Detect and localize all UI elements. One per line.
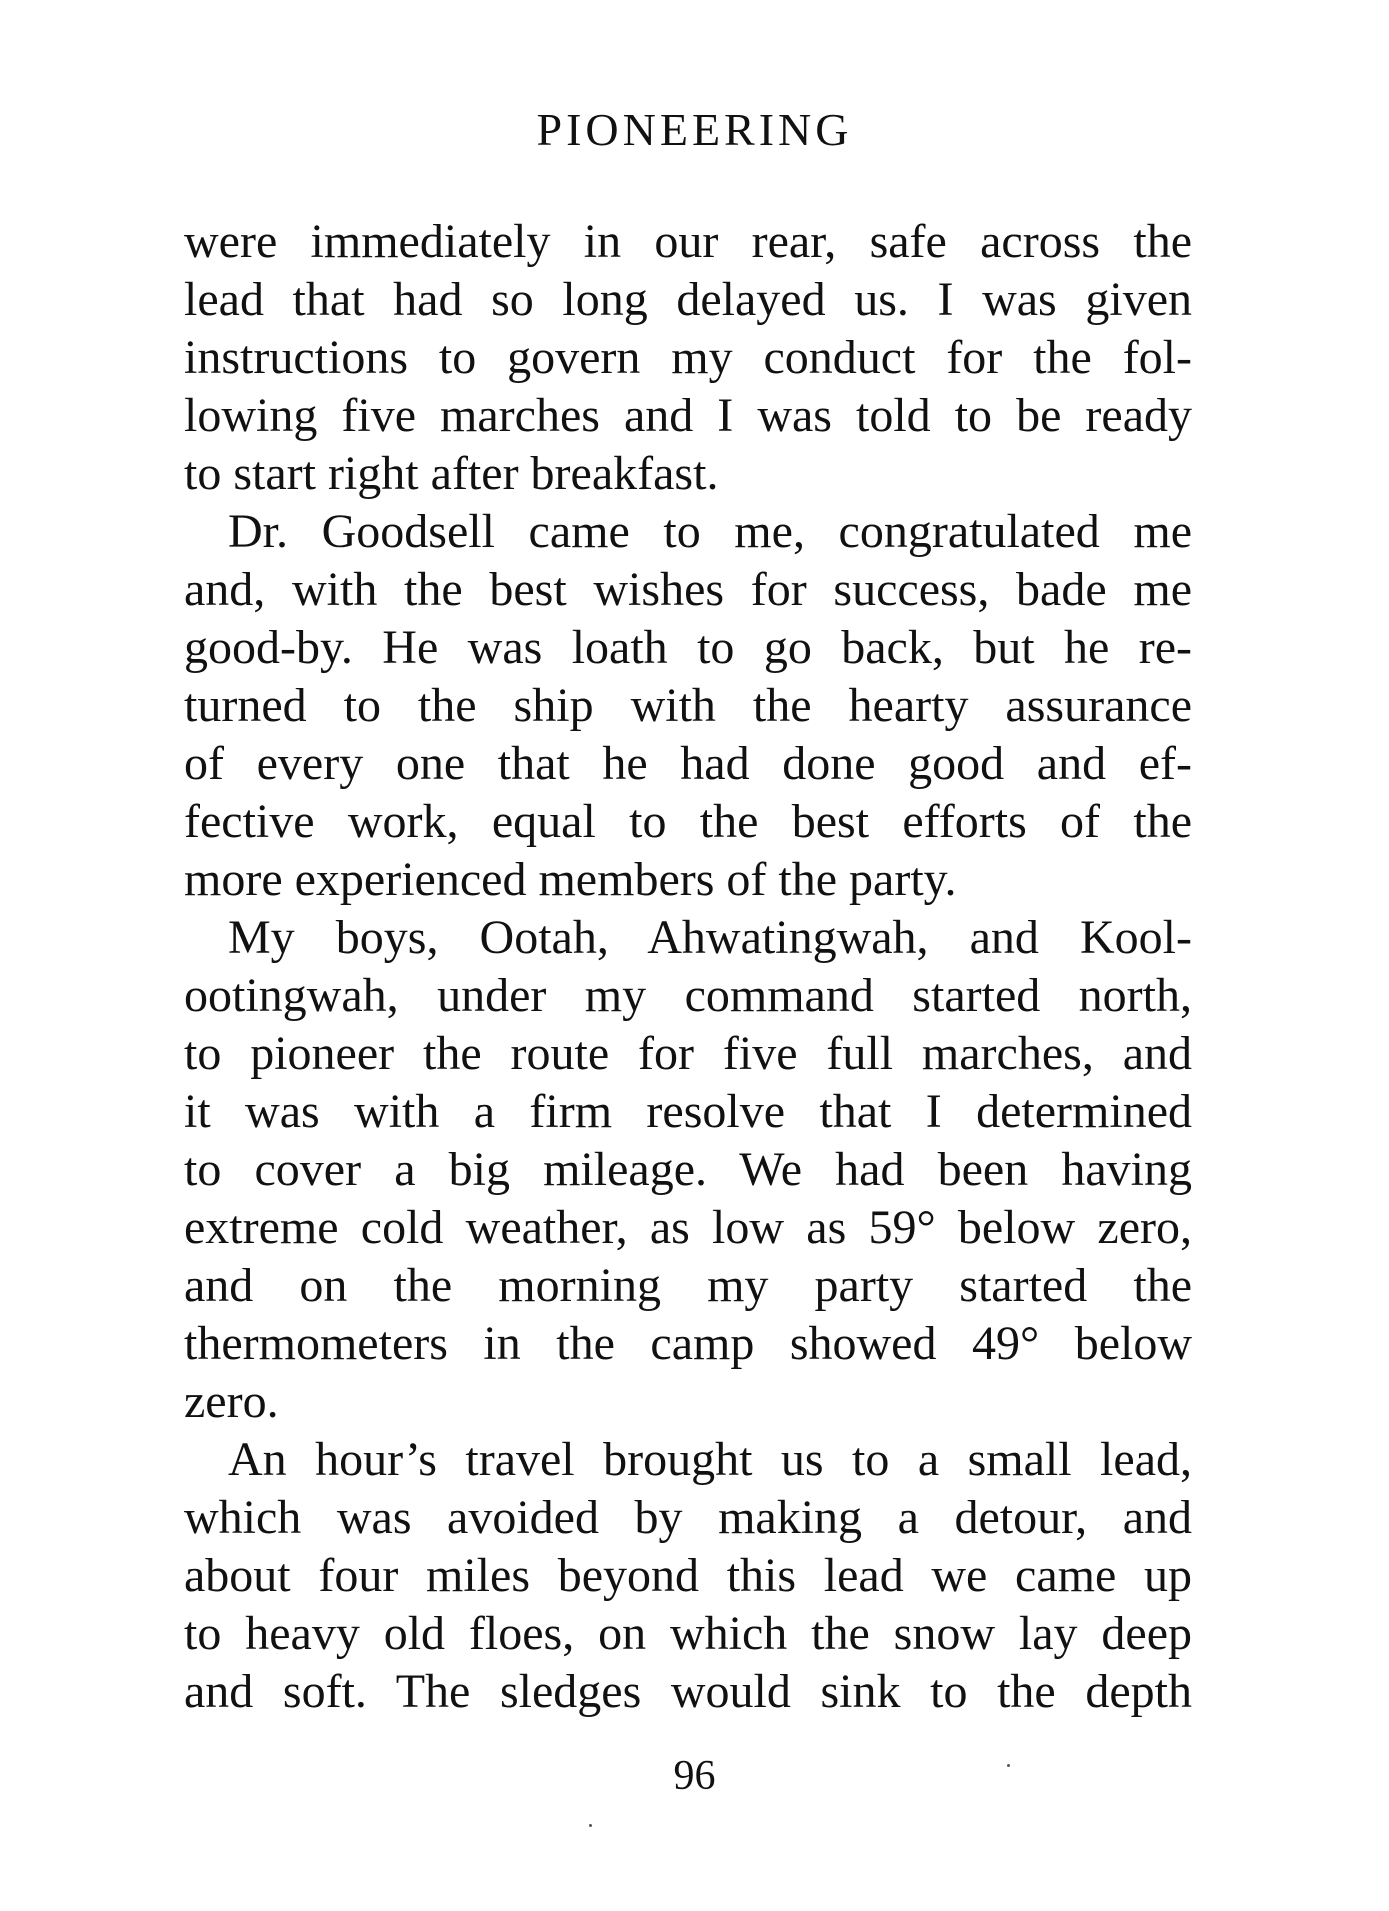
text-line: and soft. The sledges would sink to the depth xyxy=(184,1665,1192,1718)
text-line: An hour’s travel brought us to a small lead, xyxy=(228,1433,1192,1486)
text-line: which was avoided by making a detour, and xyxy=(184,1491,1192,1544)
text-line: lowing five marches and I was told to be ready xyxy=(184,389,1192,442)
text-line: to start right after breakfast. xyxy=(184,447,719,500)
text-line: to pioneer the route for five full marches, and xyxy=(184,1027,1192,1080)
text-line: My boys, Ootah, Ahwatingwah, and Kool- xyxy=(228,911,1192,964)
text-line: to cover a big mileage. We had been having xyxy=(184,1143,1192,1196)
text-line: and on the morning my party started the xyxy=(184,1259,1192,1312)
text-line: lead that had so long delayed us. I was given xyxy=(184,273,1192,326)
text-line: fective work, equal to the best efforts of the xyxy=(184,795,1192,848)
text-line: of every one that he had done good and ef- xyxy=(184,737,1192,790)
text-line: good-by. He was loath to go back, but he re- xyxy=(184,621,1192,674)
page-number: 96 xyxy=(673,1753,716,1799)
text-line: ootingwah, under my command started north, xyxy=(184,969,1192,1022)
running-head: PIONEERING xyxy=(536,104,853,155)
text-line: and, with the best wishes for success, bade me xyxy=(184,563,1192,616)
text-line: thermometers in the camp showed 49° below xyxy=(184,1317,1192,1370)
text-line: it was with a firm resolve that I determined xyxy=(184,1085,1192,1138)
text-line: instructions to govern my conduct for the fol- xyxy=(184,331,1192,384)
text-line: turned to the ship with the hearty assurance xyxy=(184,679,1192,732)
scan-speck xyxy=(589,1824,592,1827)
text-line: extreme cold weather, as low as 59° below zero, xyxy=(184,1201,1192,1254)
text-line: zero. xyxy=(184,1375,279,1428)
text-line: Dr. Goodsell came to me, congratulated me xyxy=(228,505,1192,558)
text-line: were immediately in our rear, safe across the xyxy=(184,215,1192,268)
text-line: more experienced members of the party. xyxy=(184,853,957,906)
text-line: to heavy old floes, on which the snow lay deep xyxy=(184,1607,1192,1660)
text-line: about four miles beyond this lead we came up xyxy=(184,1549,1192,1602)
scan-speck xyxy=(1007,1764,1010,1767)
